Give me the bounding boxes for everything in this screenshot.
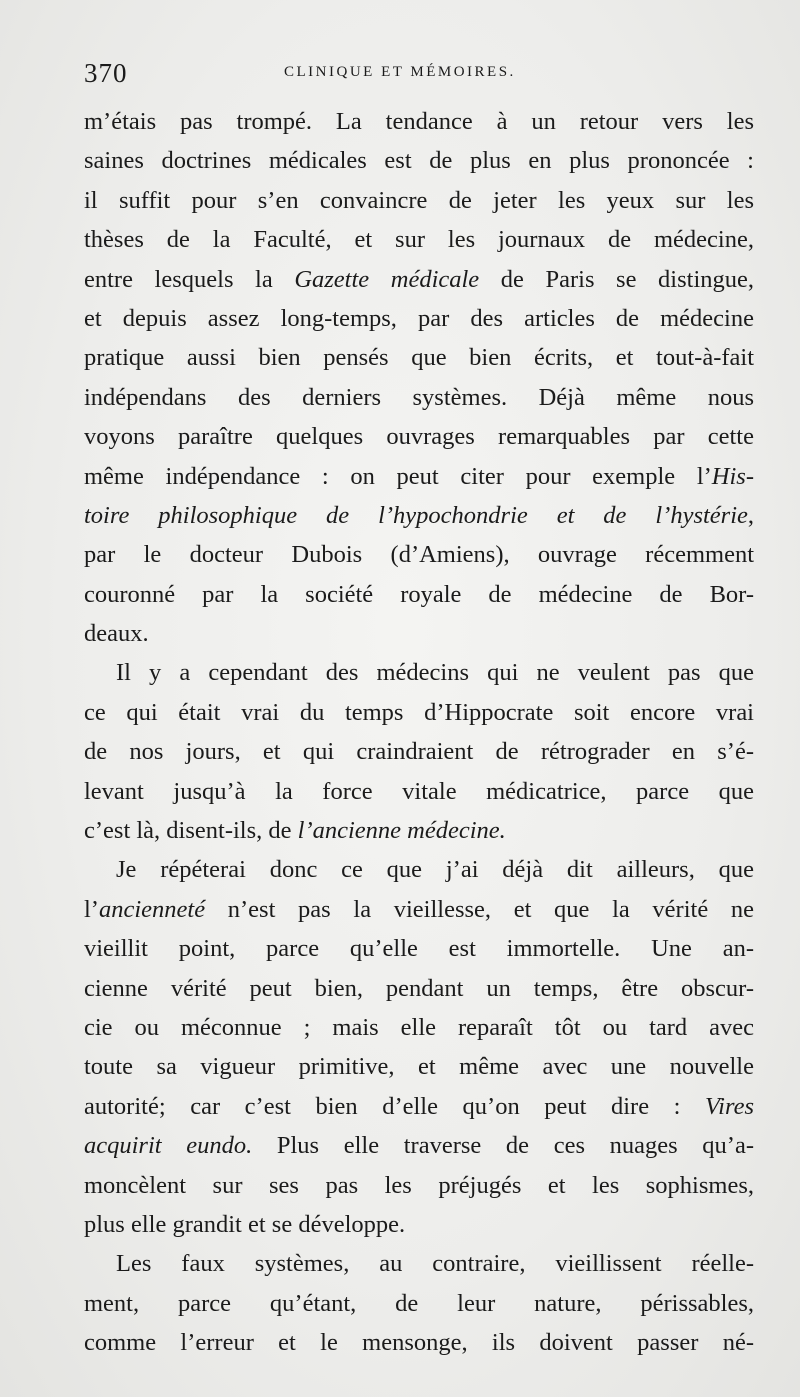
text-line xyxy=(84,1284,754,1323)
text-line xyxy=(84,1166,754,1205)
text-span: levant jusqu’à la force vitale médicatrice, parce que xyxy=(84,777,754,805)
text-span: voyons paraître quelques ouvrages remarquables par cette xyxy=(84,423,754,451)
text-line xyxy=(84,929,754,968)
text-line xyxy=(84,969,754,1008)
text-line xyxy=(84,1244,754,1283)
text-line xyxy=(84,575,754,614)
text-span: comme l’erreur et le mensonge, ils doivent passer né- xyxy=(84,1329,754,1357)
text-line xyxy=(84,102,754,141)
text-line xyxy=(84,299,754,338)
running-head: CLINIQUE ET MÉMOIRES. xyxy=(284,64,516,80)
page-header xyxy=(84,58,754,88)
text-span: couronné par la société royale de médecine de Bor- xyxy=(84,580,754,608)
text-span: autorité; car c’est bien d’elle qu’on peut dire : xyxy=(84,1092,705,1120)
text-line xyxy=(84,1047,754,1086)
text-span: cienne vérité peut bien, pendant un temps, être obscur- xyxy=(84,974,754,1002)
italic-text: His- xyxy=(711,462,754,490)
text-line xyxy=(84,535,754,574)
text-span: , xyxy=(747,501,754,529)
text-line xyxy=(84,1323,754,1362)
text-span: saines doctrines médicales est de plus en plus prononcée : xyxy=(84,147,754,175)
text-line xyxy=(84,850,754,889)
italic-text: Vires xyxy=(705,1092,754,1120)
italic-text: Gazette médicale xyxy=(294,265,480,293)
body-text xyxy=(84,102,754,1363)
text-span: par le docteur Dubois (d’Amiens), ouvrage récemment xyxy=(84,541,754,569)
text-line xyxy=(84,338,754,377)
italic-text: acquirit eundo. xyxy=(84,1132,253,1160)
text-span: moncèlent sur ses pas les préjugés et les sophismes, xyxy=(84,1171,754,1199)
text-line xyxy=(84,496,754,535)
text-line xyxy=(84,1087,754,1126)
italic-text: toire philosophique de l’hypochondrie et de l’hystérie xyxy=(84,501,748,529)
text-span: plus elle grandit et se développe. xyxy=(84,1210,406,1238)
text-span: de Paris se distingue, xyxy=(479,265,754,293)
text-span: il suffit pour s’en convaincre de jeter les yeux sur les xyxy=(84,186,754,214)
text-span: même indépendance : on peut citer pour exemple l’ xyxy=(84,462,712,490)
italic-text: l’ancienne médecine. xyxy=(297,817,506,845)
text-line xyxy=(84,141,754,180)
text-span: et depuis assez long-temps, par des articles de médecine xyxy=(84,304,754,332)
text-line xyxy=(84,181,754,220)
text-span: ment, parce qu’étant, de leur nature, périssables, xyxy=(84,1289,754,1317)
text-line xyxy=(84,1008,754,1047)
text-span: indépendans des derniers systèmes. Déjà même nous xyxy=(84,383,754,411)
text-span: m’étais pas trompé. La tendance à un retour vers les xyxy=(84,108,754,135)
italic-text: ancienneté xyxy=(98,895,206,923)
text-line xyxy=(84,1126,754,1165)
text-span: l’ xyxy=(84,895,99,923)
text-span: pratique aussi bien pensés que bien écrits, et tout-à-fait xyxy=(84,344,754,372)
text-span: vieillit point, parce qu’elle est immortelle. Une an- xyxy=(84,935,754,963)
text-span: cie ou méconnue ; mais elle reparaît tôt ou tard avec xyxy=(84,1013,754,1041)
text-span: Plus elle traverse de ces nuages qu’a- xyxy=(252,1132,754,1160)
page-number: 370 xyxy=(84,58,128,88)
text-line xyxy=(84,1205,754,1244)
text-line xyxy=(84,732,754,771)
text-span: toute sa vigueur primitive, et même avec une nouvelle xyxy=(84,1053,754,1081)
text-line xyxy=(84,457,754,496)
text-line xyxy=(84,417,754,456)
text-line xyxy=(84,811,754,850)
text-span: Il y a cependant des médecins qui ne veulent pas que xyxy=(116,659,754,687)
text-span: entre lesquels la xyxy=(84,265,295,293)
text-span: deaux. xyxy=(84,620,149,648)
text-line xyxy=(84,693,754,732)
text-line xyxy=(84,260,754,299)
text-span: Je répéterai donc ce que j’ai déjà dit ailleurs, que xyxy=(116,856,754,884)
text-line xyxy=(84,378,754,417)
text-line xyxy=(84,653,754,692)
text-span: thèses de la Faculté, et sur les journaux de médecine, xyxy=(84,226,754,254)
text-line xyxy=(84,614,754,653)
text-span: Les faux systèmes, au contraire, vieillissent réelle- xyxy=(116,1250,754,1278)
text-span: ce qui était vrai du temps d’Hippocrate soit encore vrai xyxy=(84,698,754,726)
text-line xyxy=(84,772,754,811)
text-span: n’est pas la vieillesse, et que la vérité ne xyxy=(205,895,754,923)
text-line xyxy=(84,890,754,929)
text-line xyxy=(84,220,754,259)
text-span: de nos jours, et qui craindraient de rétrograder en s’é- xyxy=(84,738,754,766)
text-span: c’est là, disent-ils, de xyxy=(84,817,298,845)
